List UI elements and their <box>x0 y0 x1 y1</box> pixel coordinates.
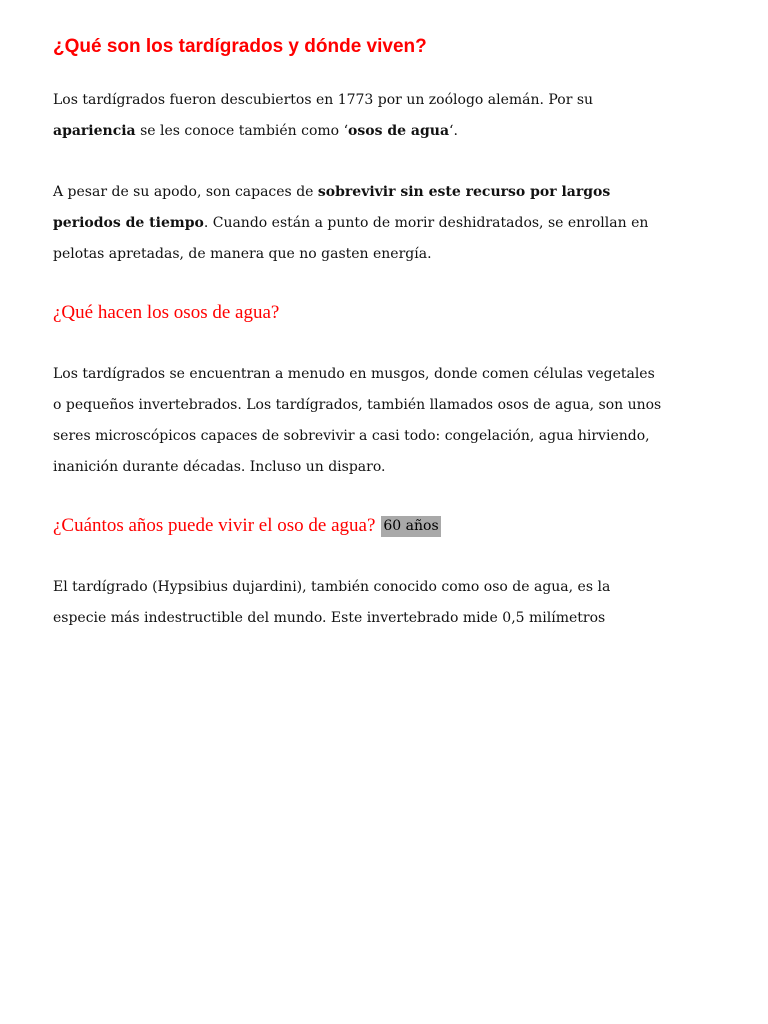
paragraph-text: se les conoce también como ‘ <box>135 123 349 139</box>
paragraph-discovery <box>53 85 663 147</box>
paragraph-text: . Cuando están a punto de morir deshidratados, se enrollan en pelotas apretadas, de manera que no gasten energía. <box>53 215 649 262</box>
section-title-what-do-water-bears-do: ¿Qué hacen los osos de agua? <box>53 302 280 323</box>
paragraph-species: El tardígrado (Hypsibius dujardini), también conocido como oso de agua, es la especie más indestructible del mundo. Este invertebrado mide 0,5 milímetros <box>53 579 611 626</box>
paragraph-survival <box>53 177 663 270</box>
paragraph-text: Los tardígrados fueron descubiertos en 1773 por un zoólogo alemán. Por su <box>53 92 594 108</box>
bold-term-water-bears: osos de agua <box>348 123 450 139</box>
paragraph-text: ‘. <box>449 123 458 139</box>
lifespan-question: ¿Cuántos años puede vivir el oso de agua? <box>53 515 376 536</box>
paragraph-habitat: Los tardígrados se encuentran a menudo en musgos, donde comen células vegetales o pequeños invertebrados. Los tardígrados, también llamados osos de agua, son unos seres microscópicos capaces de sobrevivir a casi todo: congelación, agua hirviendo, inanición durante décadas. Incluso un disparo. <box>53 366 662 475</box>
bold-term-survive: sobrevivir sin este recurso por largos periodos de tiempo <box>53 184 611 231</box>
section-title-what-are-tardigrades: ¿Qué son los tardígrados y dónde viven? <box>53 36 427 57</box>
section-title-lifespan <box>53 515 441 537</box>
paragraph-text: A pesar de su apodo, son capaces de <box>53 184 318 200</box>
answer-highlight-badge: 60 años <box>381 516 440 537</box>
bold-term-appearance: apariencia <box>53 123 136 139</box>
